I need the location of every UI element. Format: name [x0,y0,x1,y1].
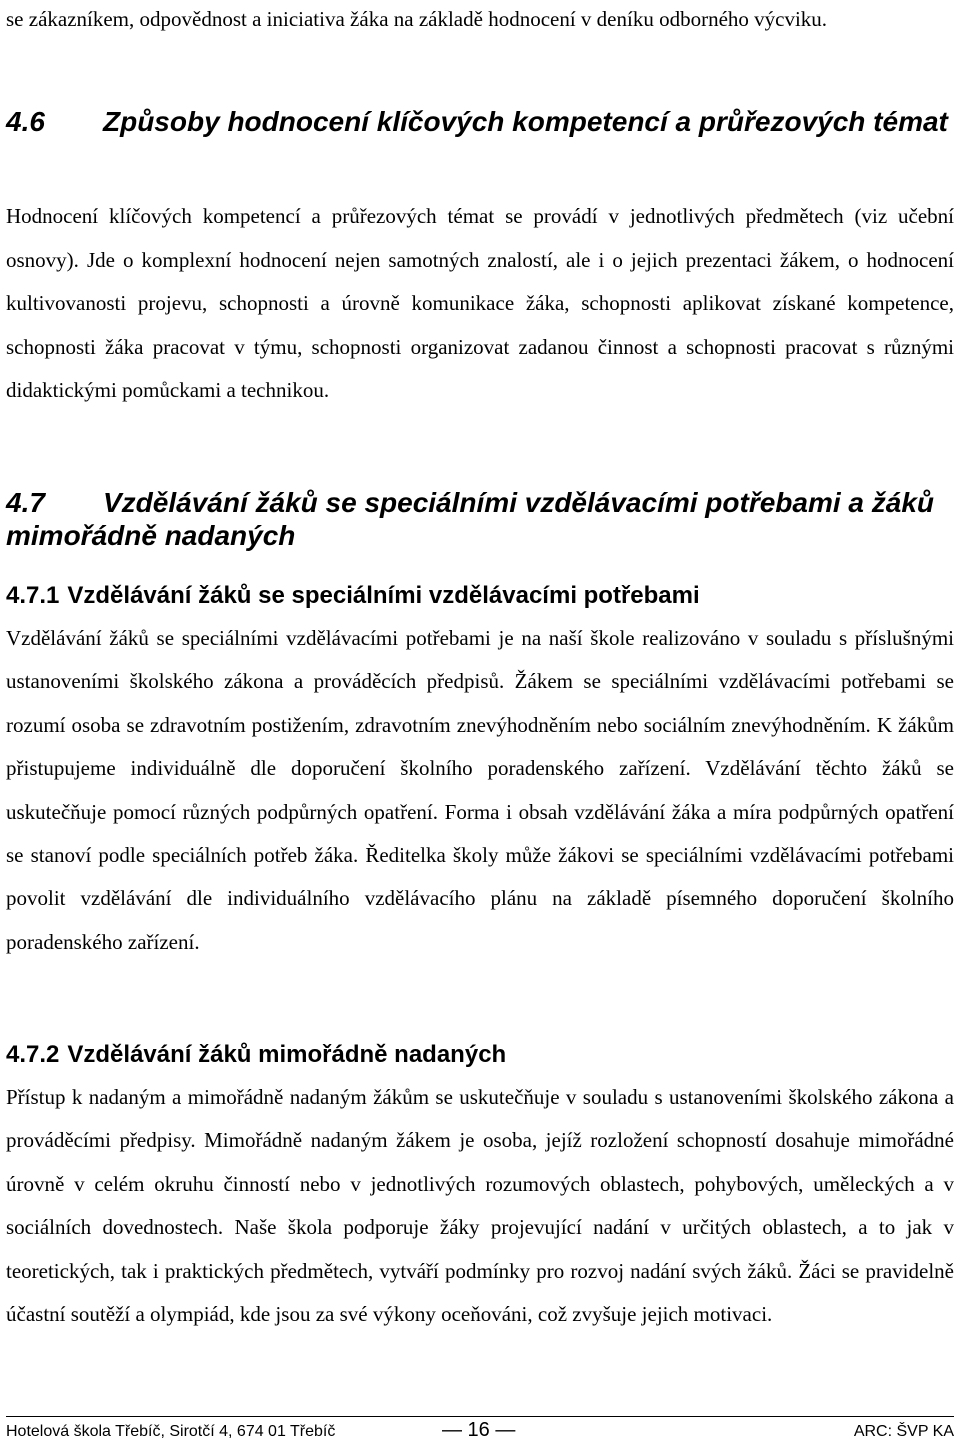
heading-title: Způsoby hodnocení klíčových kompetencí a průřezových témat [103,106,948,137]
paragraph-4-7-1: Vzdělávání žáků se speciálními vzdělávacími potřebami je na naší škole realizováno v souladu s příslušnými ustanoveními školského zákona a prováděcích předpisů. Žákem se speciálními vzdělávacími potřebami se rozumí osoba se zdravotním postižením, zdravotním znevýhodněním nebo sociálním znevýhodněním. K žákům přistupujeme individuálně dle doporučení školního poradenského zařízení. Vzdělávání těchto žáků se uskutečňuje pomocí různých podpůrných opatření. Forma i obsah vzdělávání žáka a míra podpůrných opatření se stanoví podle speciálních potřeb žáka. Ředitelka školy může žákovi se speciálními vzdělávacími potřebami povolit vzdělávání dle individuálního vzdělávacího plánu na základě písemného doporučení školního poradenského zařízení. [6,626,954,954]
paragraph-4-7-2: Přístup k nadaným a mimořádně nadaným žákům se uskutečňuje v souladu s ustanoveními školského zákona a prováděcími předpisy. Mimořádně nadaným žákem je osoba, jejíž rozložení schopností dosahuje mimořádné úrovně v celém okruhu činností nebo v jednotlivých rozumových oblastech, pohybových, uměleckých a v sociálních dovednostech. Naše škola podporuje žáky projevující nadání v určitých oblastech, a to jak v teoretických, tak i praktických předmětech, vytváří podmínky pro rozvoj nadání svých žáků. Žáci se pravidelně účastní soutěží a olympiád, kde jsou za své výkony oceňováni, což zvyšuje jejich motivaci. [6,1085,954,1327]
heading-number: 4.7 [6,487,45,518]
footer-code: ARC: ŠVP KA [853,1423,954,1440]
heading-number: 4.7.1 [6,582,60,609]
heading-title: Vzdělávání žáků se speciálními vzdělávacími potřebami a žáků mimořádně nadaných [6,487,935,551]
heading-number: 4.6 [6,106,45,137]
heading-title: Vzdělávání žáků se speciálními vzdělávacími potřebami [67,582,700,609]
heading-title: Vzdělávání žáků mimořádně nadaných [67,1041,507,1068]
heading-number: 4.7.2 [6,1041,60,1068]
heading-4-7-1 [6,582,700,610]
footer-page-number: — 16 — [442,1419,516,1441]
intro-paragraph: se zákazníkem, odpovědnost a iniciativa žáka na základě hodnocení v deníku odborného výcviku. [6,7,828,31]
page-footer [6,1416,954,1445]
heading-4-6 [6,105,948,138]
heading-4-7 [6,486,954,552]
heading-4-7-2 [6,1041,506,1069]
paragraph-4-6: Hodnocení klíčových kompetencí a průřezových témat se provádí v jednotlivých předmětech (viz učební osnovy). Jde o komplexní hodnocení nejen samotných znalostí, ale i o jejich prezentaci žákem, o hodnocení kultivovanosti projevu, schopnosti a úrovně komunikace žáka, schopnosti aplikovat získané kompetence, schopnosti žáka pracovat v týmu, schopnosti organizovat zadanou činnost a schopnosti pracovat s různými didaktickými pomůckami a technikou. [6,204,954,402]
footer-school: Hotelová škola Třebíč, Sirotčí 4, 674 01 Třebíč [6,1423,336,1440]
